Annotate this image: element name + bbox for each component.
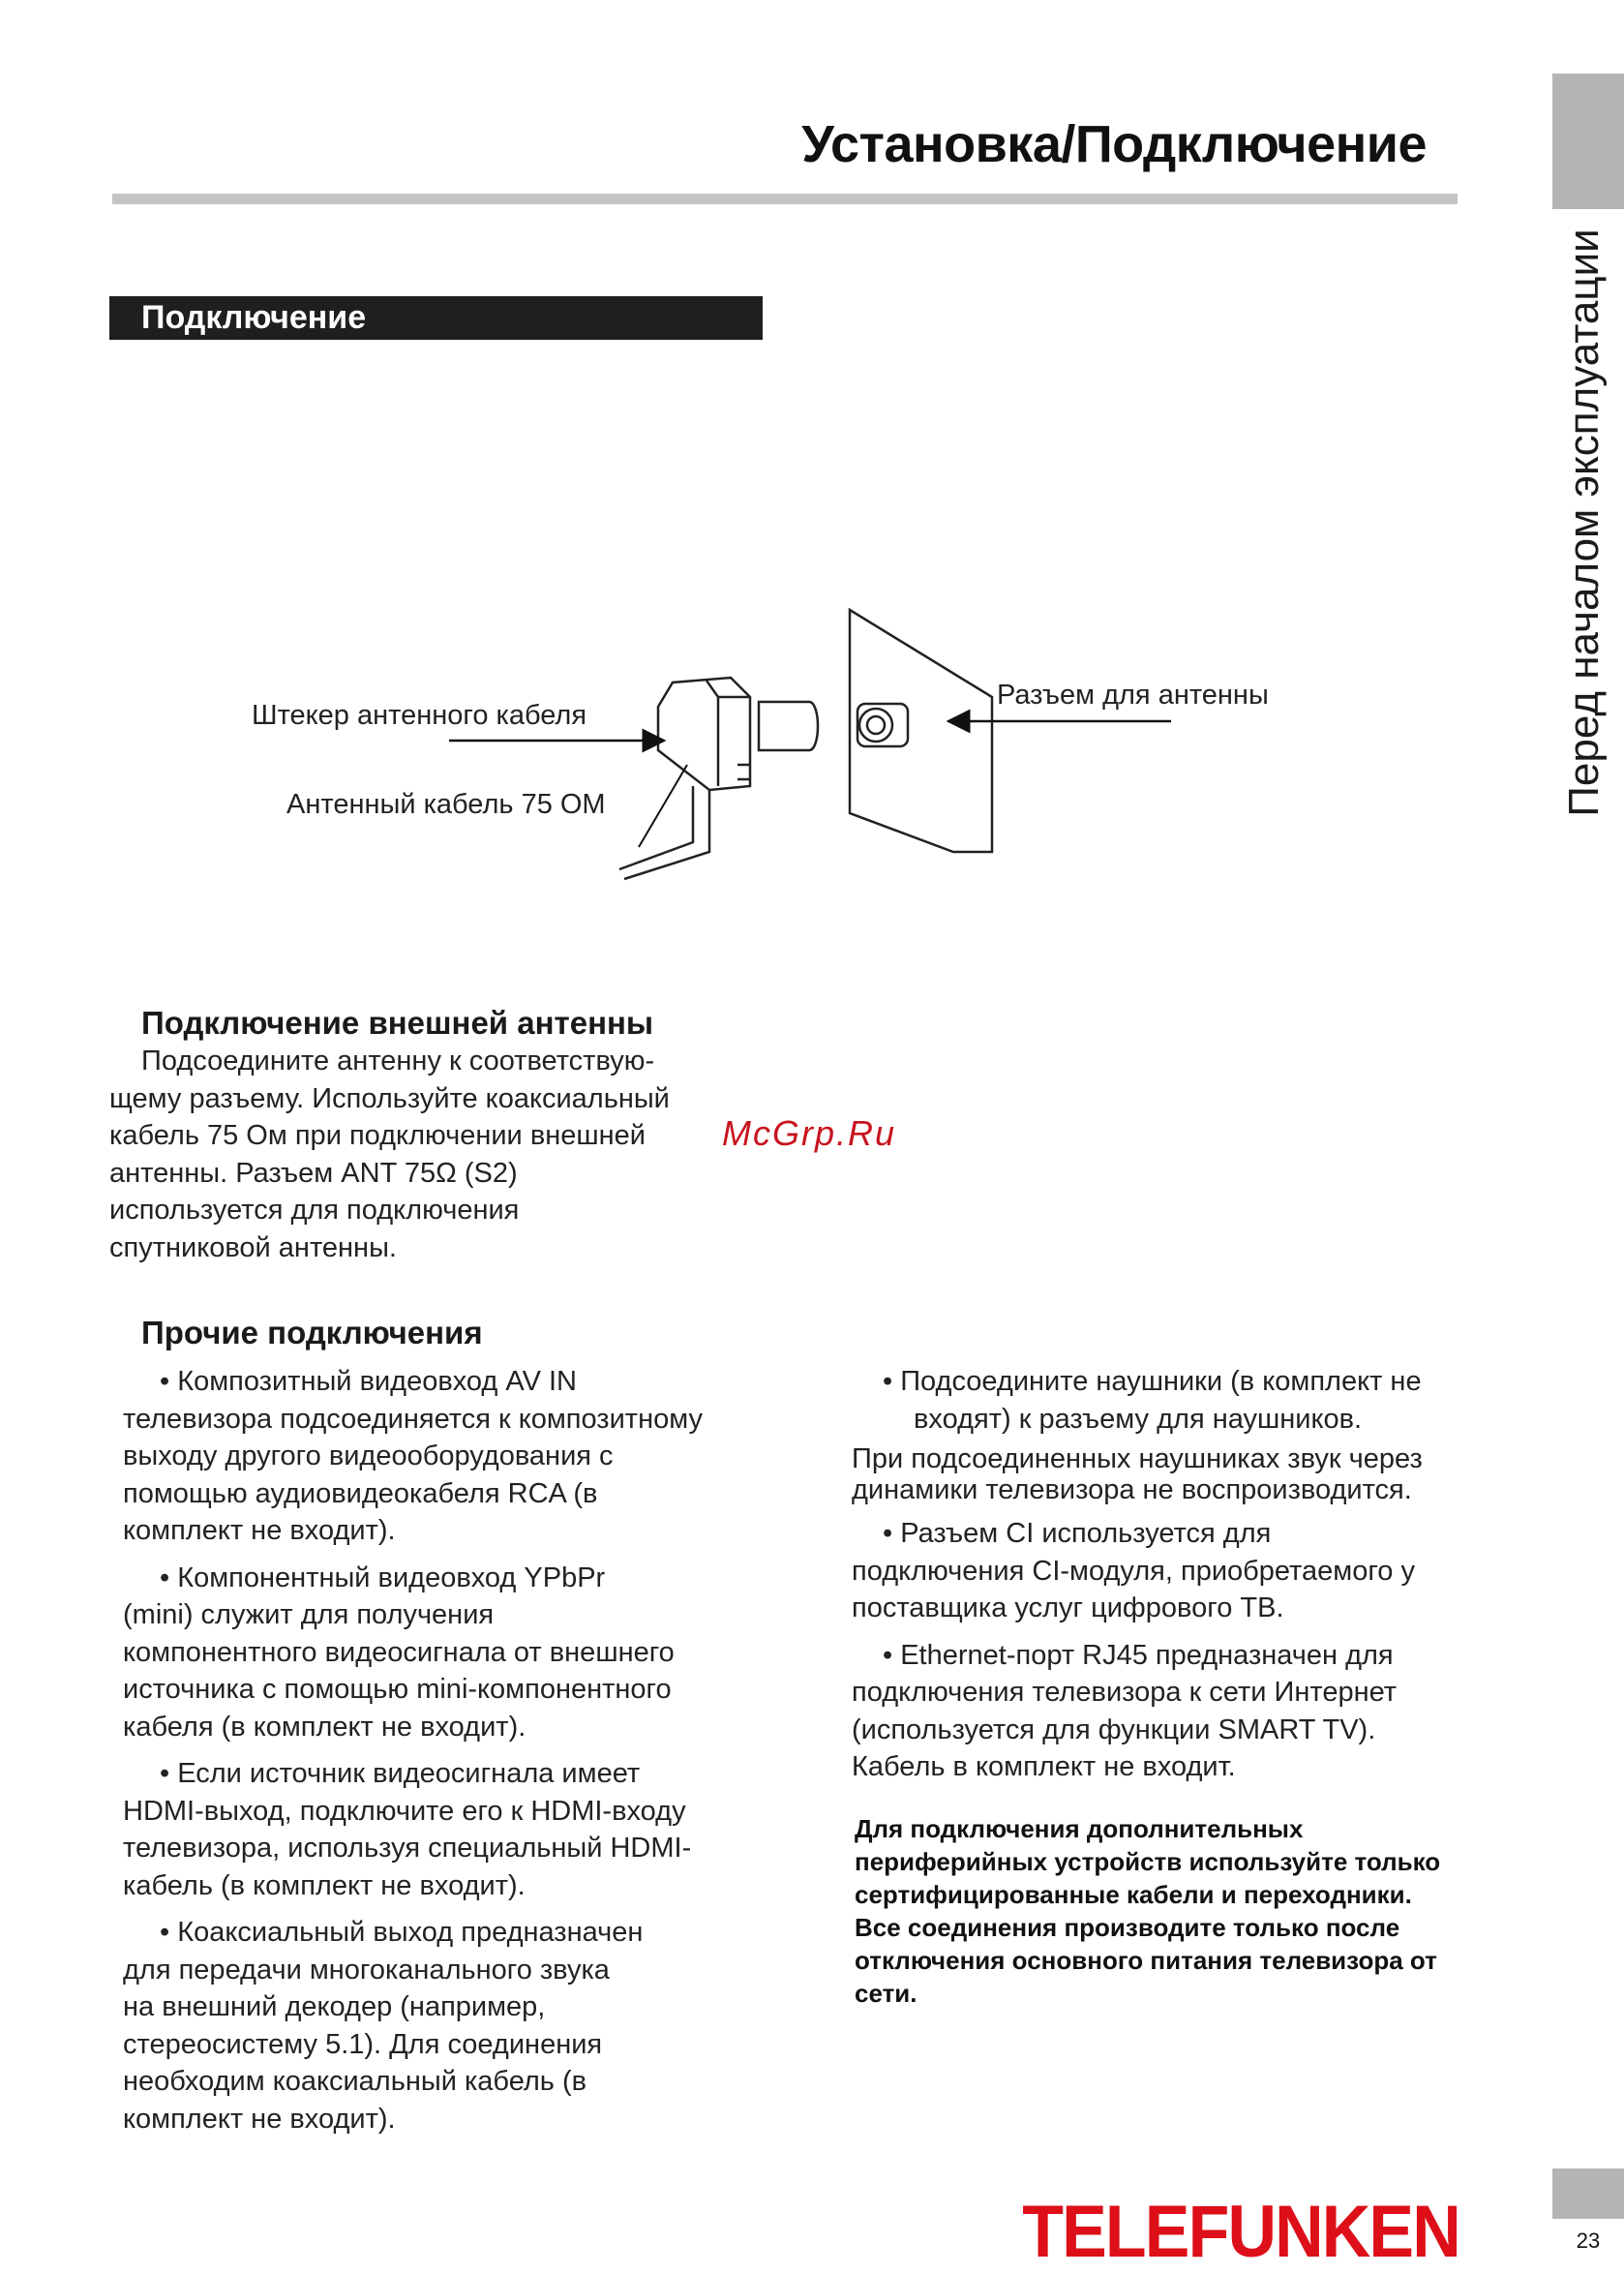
text-line: подключения CI-модуля, приобретаемого у	[852, 1555, 1415, 1587]
text-line: спутниковой антенны.	[109, 1231, 397, 1263]
headphones-item	[852, 1363, 1529, 1438]
text-line: HDMI-выход, подключите его к HDMI-входу	[123, 1795, 686, 1827]
watermark: McGrp.Ru	[722, 1113, 897, 1153]
text-line: телевизора, используя специальный HDMI-	[123, 1833, 692, 1864]
text-line: телевизора подсоединяется к композитному	[123, 1403, 703, 1435]
section-title: Подключение	[109, 296, 763, 340]
text-line: периферийных устройств используйте только	[855, 1847, 1441, 1876]
text-line: помощью аудиовидеокабеля RCA (в	[123, 1477, 598, 1509]
text-line: (mini) служит для получения	[123, 1599, 495, 1630]
antenna-text	[109, 1043, 767, 1266]
text-line: щему разъему. Используйте коаксиальный	[109, 1082, 670, 1114]
hdmi-item	[123, 1755, 791, 1904]
antenna-diagram	[0, 0, 1624, 929]
text-line: кабель (в комплект не входит).	[123, 1869, 526, 1901]
brand-logo: TELEFUNKEN	[1022, 2191, 1459, 2273]
other-left-column	[123, 1363, 791, 2147]
text-line: • Ethernet-порт RJ45 предназначен для	[883, 1639, 1394, 1671]
page-number: 23	[1576, 2229, 1601, 2253]
cable-label: Антенный кабель 75 ОМ	[286, 789, 606, 820]
text-line: • Коаксиальный выход предназначен	[160, 1917, 644, 1948]
text-line: сети.	[855, 1979, 917, 2008]
ethernet-item	[852, 1637, 1529, 1786]
text-line: входят) к разъему для наушников.	[914, 1403, 1363, 1435]
text-line: используется для подключения	[109, 1195, 520, 1226]
side-label: Перед началом эксплуатации	[1560, 228, 1608, 817]
plug-label: Штекер антенного кабеля	[252, 700, 587, 731]
text-line: • Разъем CI используется для	[883, 1518, 1272, 1549]
text-line: сертифицированные кабели и переходники.	[855, 1880, 1412, 1909]
text-line: для передачи многоканального звука	[123, 1954, 610, 1986]
other-heading: Прочие подключения	[141, 1315, 483, 1350]
text-line: кабель 75 Ом при подключении внешней	[109, 1120, 646, 1151]
text-line: подключения телевизора к сети Интернет	[852, 1677, 1398, 1708]
text-line: на внешний декодер (например,	[123, 1991, 546, 2022]
page-tab	[1552, 2168, 1624, 2219]
text-line: динамики телевизора не воспроизводится.	[852, 1474, 1412, 1505]
text-line: • Если источник видеосигнала имеет	[160, 1758, 641, 1789]
coaxial-item	[123, 1914, 791, 2138]
text-line: отключения основного питания телевизора от	[855, 1946, 1437, 1975]
ci-item	[852, 1515, 1529, 1627]
text-line: комплект не входит).	[123, 1515, 396, 1546]
antenna-heading: Подключение внешней антенны	[141, 1005, 654, 1041]
text-line: (используется для функции SMART TV).	[852, 1713, 1376, 1745]
composite-item	[123, 1363, 791, 1550]
text-line: • Композитный видеовход AV IN	[160, 1366, 577, 1397]
text-line: источника с помощью mini-компонентного	[123, 1674, 672, 1705]
text-line: Кабель в комплект не входит.	[852, 1751, 1236, 1782]
text-line: поставщика услуг цифрового ТВ.	[852, 1592, 1284, 1623]
text-line: стереосистему 5.1). Для соединения	[123, 2028, 603, 2060]
other-right-column	[852, 1363, 1529, 1796]
headphones-note	[852, 1443, 1529, 1505]
component-item	[123, 1560, 791, 1746]
page-title: Установка/Подключение	[801, 115, 1427, 173]
text-line: выходу другого видеооборудования с	[123, 1440, 614, 1471]
warning-note	[855, 1812, 1551, 2010]
cable-leader-line	[639, 765, 687, 847]
antenna-socket-shape	[857, 704, 908, 746]
text-line: кабеля (в комплект не входит).	[123, 1711, 526, 1743]
socket-label: Разъем для антенны	[997, 680, 1269, 711]
text-line: Для подключения дополнительных	[855, 1814, 1304, 1843]
text-line: Все соединения производите только после	[855, 1913, 1400, 1942]
text-line: компонентного видеосигнала от внешнего	[123, 1636, 675, 1668]
text-line: • Компонентный видеовход YPbPr	[160, 1561, 606, 1593]
text-line: • Подсоедините наушники (в комплект не	[883, 1366, 1422, 1397]
text-line: При подсоединенных наушниках звук через	[852, 1443, 1423, 1474]
text-line: необходим коаксиальный кабель (в	[123, 2066, 587, 2097]
text-line: комплект не входит).	[123, 2103, 396, 2135]
text-line: Подсоедините антенну к соответствую-	[141, 1046, 655, 1076]
text-line: антенны. Разъем ANT 75Ω (S2)	[109, 1157, 518, 1189]
cable-shape	[619, 786, 709, 879]
